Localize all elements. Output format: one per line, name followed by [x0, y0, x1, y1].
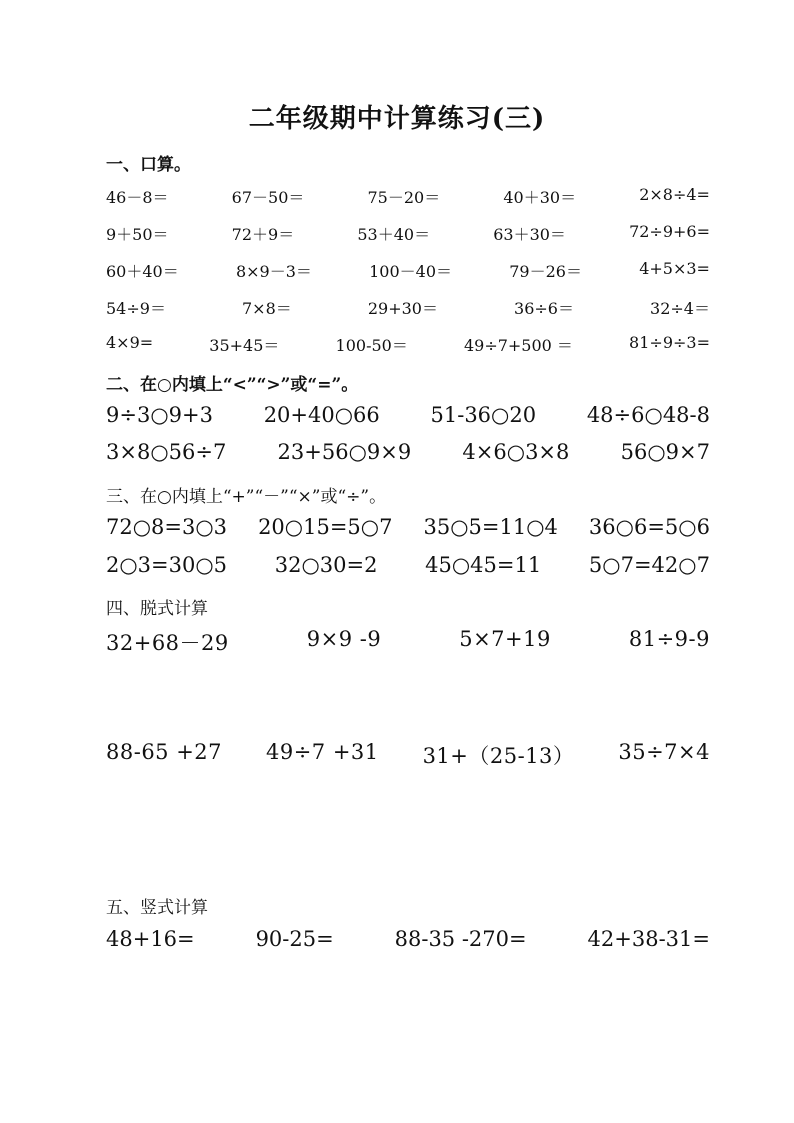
problem: 72○8=3○3 [106, 515, 228, 539]
problem: 9÷3○9+3 [106, 403, 213, 427]
problem: 2○3=30○5 [106, 553, 228, 577]
problem: 2×8÷4= [639, 185, 710, 204]
problem: 20+40○66 [263, 403, 380, 427]
problem: 79－26＝ [509, 262, 582, 281]
vertical-row-1 [106, 927, 710, 951]
problem: 45○45=11 [425, 553, 542, 577]
problem: 32○30=2 [274, 553, 378, 577]
problem: 31+（25-13） [422, 744, 575, 768]
problem: 67－50＝ [231, 188, 305, 207]
problem: 4×9= [106, 333, 154, 352]
section-5-heading: 五、竖式计算 [106, 898, 208, 918]
compare-row-2 [106, 440, 710, 464]
problem: 88-35 -270= [394, 927, 527, 951]
problem: 60＋40＝ [106, 262, 179, 281]
problem: 20○15=5○7 [258, 515, 393, 539]
page-title: 二年级期中计算练习(三) [248, 104, 546, 134]
operator-row-1 [106, 515, 710, 539]
problem: 72＋9＝ [231, 225, 295, 244]
problem: 4×6○3×8 [462, 440, 570, 464]
problem: 63＋30＝ [493, 225, 566, 244]
problem: 5○7=42○7 [588, 553, 710, 577]
stepwise-row-1 [106, 627, 710, 657]
problem: 49÷7+500 ＝ [463, 336, 573, 355]
section-2-heading: 二、在○内填上“<”“>”或“=”。 [106, 375, 359, 395]
problem: 81÷9-9 [628, 627, 710, 651]
problem: 9＋50＝ [106, 225, 169, 244]
section-1-heading: 一、口算。 [106, 155, 191, 175]
oral-row-2 [106, 222, 710, 245]
problem: 48÷6○48-8 [586, 403, 710, 427]
problem: 54÷9＝ [106, 299, 166, 318]
problem: 49÷7 +31 [265, 740, 379, 764]
problem: 35○5=11○4 [423, 515, 558, 539]
operator-row-2 [106, 553, 710, 577]
problem: 36÷6＝ [514, 299, 574, 318]
oral-row-5 [106, 333, 710, 356]
oral-row-4 [106, 296, 710, 319]
problem: 35+45＝ [209, 336, 280, 355]
problem: 100-50＝ [335, 336, 408, 355]
problem: 3×8○56÷7 [106, 440, 227, 464]
problem: 23+56○9×9 [277, 440, 412, 464]
problem: 4+5×3= [639, 259, 710, 278]
problem: 48+16= [106, 927, 195, 951]
problem: 8×9－3＝ [235, 262, 312, 281]
compare-row-1 [106, 403, 710, 427]
problem: 9×9 -9 [306, 627, 382, 651]
problem: 75－20＝ [367, 188, 441, 207]
problem: 90-25= [255, 927, 334, 951]
section-3-heading: 三、在○内填上“+”“－”“×”或“÷”。 [106, 487, 387, 507]
problem: 53＋40＝ [357, 225, 431, 244]
section-4-heading: 四、脱式计算 [106, 599, 208, 619]
problem: 81÷9÷3= [629, 333, 710, 352]
problem: 29+30＝ [367, 299, 438, 318]
problem: 40＋30＝ [503, 188, 577, 207]
problem: 5×7+19 [459, 627, 551, 651]
problem: 46－8＝ [106, 188, 169, 207]
problem: 36○6=5○6 [588, 515, 710, 539]
problem: 56○9×7 [620, 440, 710, 464]
problem: 32÷4＝ [650, 299, 710, 318]
oral-row-1 [106, 185, 710, 208]
problem: 72÷9+6= [629, 222, 710, 241]
oral-row-3 [106, 259, 710, 282]
stepwise-row-2 [106, 740, 710, 770]
problem: 35÷7×4 [618, 740, 710, 764]
problem: 32+68－29 [106, 631, 229, 655]
problem: 42+38-31= [587, 927, 710, 951]
problem: 88-65 +27 [106, 740, 223, 764]
problem: 7×8＝ [242, 299, 292, 318]
problem: 100－40＝ [369, 262, 453, 281]
problem: 51-36○20 [430, 403, 537, 427]
